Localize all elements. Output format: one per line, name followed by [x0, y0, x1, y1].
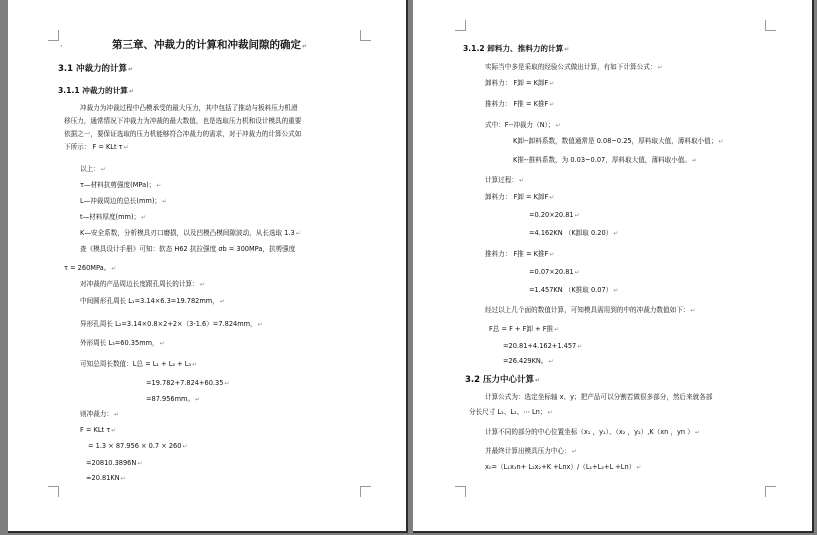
section-title: 3.2 压力中心计算↵	[465, 375, 541, 385]
document-page-right	[413, 0, 814, 533]
total-perimeter-intro: 可知总周长数值：L总 = L₁ + L₂ + L₃↵	[80, 360, 198, 368]
perimeter-l1: 中间圆形孔周长 L₁=3.14×6.3=19.782mm，↵	[80, 297, 225, 305]
total-force-intro: 经过以上几个面的数值计算，可知模具需用到的中的冲裁力数值如下：↵	[485, 306, 696, 314]
handbook-line: 查《模具设计手册》可知：软态 H62 抗拉强度 σb = 300MPa，抗剪强度	[80, 245, 296, 253]
document-page-left	[8, 0, 408, 533]
push-result: =1.457KN （K推取 0.07）↵	[529, 286, 619, 294]
paragraph-line: 计算公式为：选定坐标轴 x、y；把产品可以分割若做很多部分，然后来就各部	[485, 393, 713, 401]
crop-mark-bottom-right	[360, 486, 371, 497]
definition-tau: τ—材料抗剪强度(MPa)；↵	[80, 181, 162, 189]
calc-title: 计算过程：↵	[485, 176, 524, 184]
total-force-result: =26.429KN。↵	[503, 357, 554, 365]
push-step: =0.07×20.81↵	[529, 268, 580, 276]
crop-mark-bottom-left	[48, 486, 59, 497]
force-intro: 则冲裁力：↵	[80, 410, 119, 418]
paragraph-line: 分长尺寸 L₁、L₂、⋯ Ln；↵	[469, 408, 553, 416]
push-formula: 推料力： F推 = K推F↵	[485, 100, 555, 108]
center-formula: x₀=（L₁x₁n+ L₂x₂+K +Lnx）/（L₁+L₂+L +Ln）↵	[485, 463, 642, 471]
total-perimeter-result: =87.956mm。↵	[146, 395, 201, 403]
definition-K: K—安全系数，分析模具刃口磨损，以及凹模凸模间隙波动，从长选取 1.3↵	[80, 229, 301, 237]
crop-mark-top-left	[48, 30, 59, 41]
definition-k-push: K推--推料系数，为 0.03~0.07，厚料取大值，薄料取小值。↵	[513, 156, 697, 164]
bullet-icon: ·	[60, 42, 63, 51]
paragraph-line: 依据之一，要保证选取的压力机能够符合冲裁力的需求，对于冲裁力的计算公式如	[64, 130, 302, 138]
unload-step: =0.20×20.81↵	[529, 211, 580, 219]
total-perimeter-step: =19.782+7.824+60.35↵	[146, 379, 230, 387]
force-result: ≈20.81KN↵	[86, 474, 126, 482]
where-label: 以上：↵	[80, 165, 106, 173]
subsection-title: 3.1.1 冲裁力的计算↵	[58, 86, 134, 95]
total-force-step: =20.81+4.162+1.457↵	[503, 342, 583, 350]
paragraph-line: 下所示： F = KLt τ↵	[64, 143, 129, 151]
push-calc: 推料力： F推 = K推F↵	[485, 250, 555, 258]
total-force-formula: F总 = F + F卸 + F推↵	[489, 325, 560, 333]
paragraph-line: 计算不同的部分的中心位置坐标（x₁ ，y₁）、（x₂ ，y₂）,K（xn ，yn ）↵	[485, 428, 700, 436]
force-formula: F = KLt τ↵	[80, 426, 117, 434]
unload-formula: 卸料力： F卸 = K卸F↵	[485, 79, 555, 87]
crop-mark-top-right	[765, 20, 776, 31]
paragraph-line: 冲裁力为冲裁过程中凸模承受的最大压力，其中包括了推动与板料压力机滑	[80, 104, 298, 112]
crop-mark-top-left	[455, 20, 466, 31]
force-step: = 1.3 × 87.956 × 0.7 × 260↵	[88, 442, 188, 450]
crop-mark-bottom-left	[455, 486, 466, 497]
crop-mark-bottom-right	[765, 486, 776, 497]
section-title: 3.1 冲裁力的计算↵	[58, 64, 134, 74]
paragraph-line: 并最终计算出模具压力中心：↵	[485, 447, 577, 455]
perimeter-l3: 外形周长 L₃=60.35mm，↵	[80, 339, 165, 347]
unload-result: =4.162KN （K卸取 0.20）↵	[529, 229, 619, 237]
perimeter-l2: 异形孔周长 L₂=3.14×0.8×2+2×（3-1.6）=7.824mm，↵	[80, 320, 263, 328]
subsection-title: 3.1.2 卸料力、推料力的计算↵	[463, 44, 570, 53]
paragraph-line: 移压力，通常情况下冲裁力为冲裁的最大数值，也是选取压力机和设计模具的重要	[64, 117, 302, 125]
crop-mark-top-right	[360, 30, 371, 41]
definition-t: t—材料厚度(mm)；↵	[80, 213, 147, 221]
unload-calc: 卸料力： F卸 = K卸F↵	[485, 193, 555, 201]
handbook-line: τ = 260MPa。↵	[64, 264, 117, 272]
intro-line: 实际当中多是采取的经验公式做出计算，有如下计算公式：↵	[485, 63, 663, 71]
definition-k-unload: K卸--卸料系数，数值通常是 0.08~0.25，厚料取大值，薄料取小值；↵	[513, 137, 724, 145]
where-label: 式中：F--冲裁力（N）；↵	[485, 121, 561, 129]
force-step: =20810.3896N↵	[86, 459, 143, 467]
perimeter-intro: 对冲裁的产品周边长度跟孔周长的计算：↵	[80, 280, 205, 288]
definition-L: L—冲裁周边的总长(mm)；↵	[80, 197, 168, 205]
chapter-title: 第三章、冲裁力的计算和冲裁间隙的确定↵	[112, 39, 308, 51]
